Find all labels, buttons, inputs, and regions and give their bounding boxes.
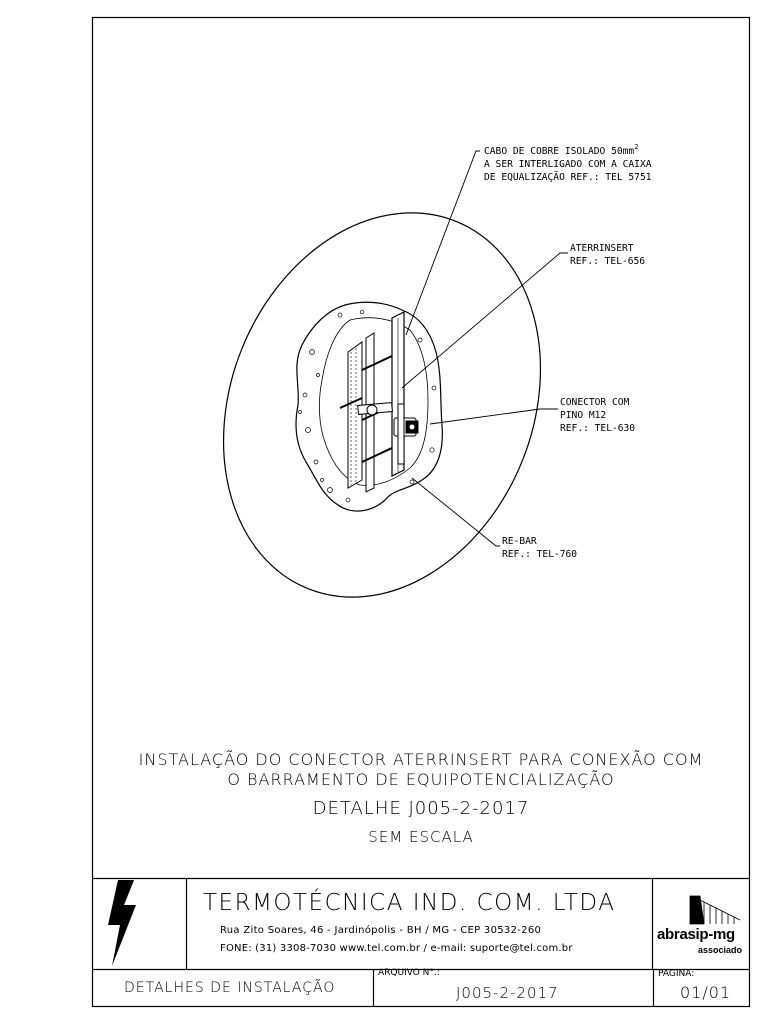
caption-title-line1: INSTALAÇÃO DO CONECTOR ATERRINSERT PARA CONEXÃO COM: [138, 750, 704, 769]
callout-cable-line3: DE EQUALIZAÇÃO REF.: TEL 5751: [484, 172, 652, 183]
callout-rebar-line1: RE-BAR: [502, 536, 537, 547]
page-label: PAGINA:: [658, 969, 695, 979]
page-value: 01/01: [680, 983, 732, 1002]
leader-lines: [402, 151, 568, 546]
company-name: TERMOTÉCNICA IND. COM. LTDA: [203, 890, 616, 916]
company-contact: FONE: (31) 3308-7030 www.tel.com.br / e-mail: suporte@tel.com.br: [220, 943, 573, 954]
callout-connector: [560, 396, 635, 435]
caption-scale: SEM ESCALA: [368, 828, 474, 846]
rebar-cage: [340, 312, 404, 492]
callout-connector-line3: REF.: TEL-630: [560, 423, 636, 434]
callout-rebar: [502, 535, 577, 561]
callout-connector-line1: CONECTOR COM: [560, 397, 630, 408]
callout-cable: [484, 141, 652, 184]
callout-aterrinsert-line2: REF.: TEL-656: [570, 256, 646, 267]
caption-title-line2: O BARRAMENTO DE EQUIPOTENCIALIZAÇÃO: [227, 770, 615, 789]
company-address: Rua Zito Soares, 46 - Jardinópolis - BH / MG - CEP 30532-260: [220, 925, 542, 936]
callout-cable-line1: CABO DE COBRE ISOLADO 50mm: [484, 146, 635, 157]
section-label: DETALHES DE INSTALAÇÃO: [124, 980, 336, 996]
callout-aterrinsert-line1: ATERRINSERT: [570, 243, 634, 254]
callout-cable-line2: A SER INTERLIGADO COM A CAIXA: [484, 159, 652, 170]
partner-name: abrasip-mg: [657, 926, 735, 943]
callout-cable-superscript: 2: [634, 143, 639, 151]
tel-logo: [0, 880, 136, 966]
callout-connector-line2: PINO M12: [560, 410, 607, 421]
callout-aterrinsert: [570, 242, 645, 268]
caption-detail: DETALHE J005-2-2017: [312, 798, 530, 819]
partner-sub: associado: [698, 945, 743, 955]
file-value: J005-2-2017: [456, 984, 559, 1002]
callout-rebar-line2: REF.: TEL-760: [502, 549, 578, 560]
abrasip-logo-icon: [690, 896, 740, 924]
file-label: ARQUIVO N°.:: [378, 968, 440, 978]
